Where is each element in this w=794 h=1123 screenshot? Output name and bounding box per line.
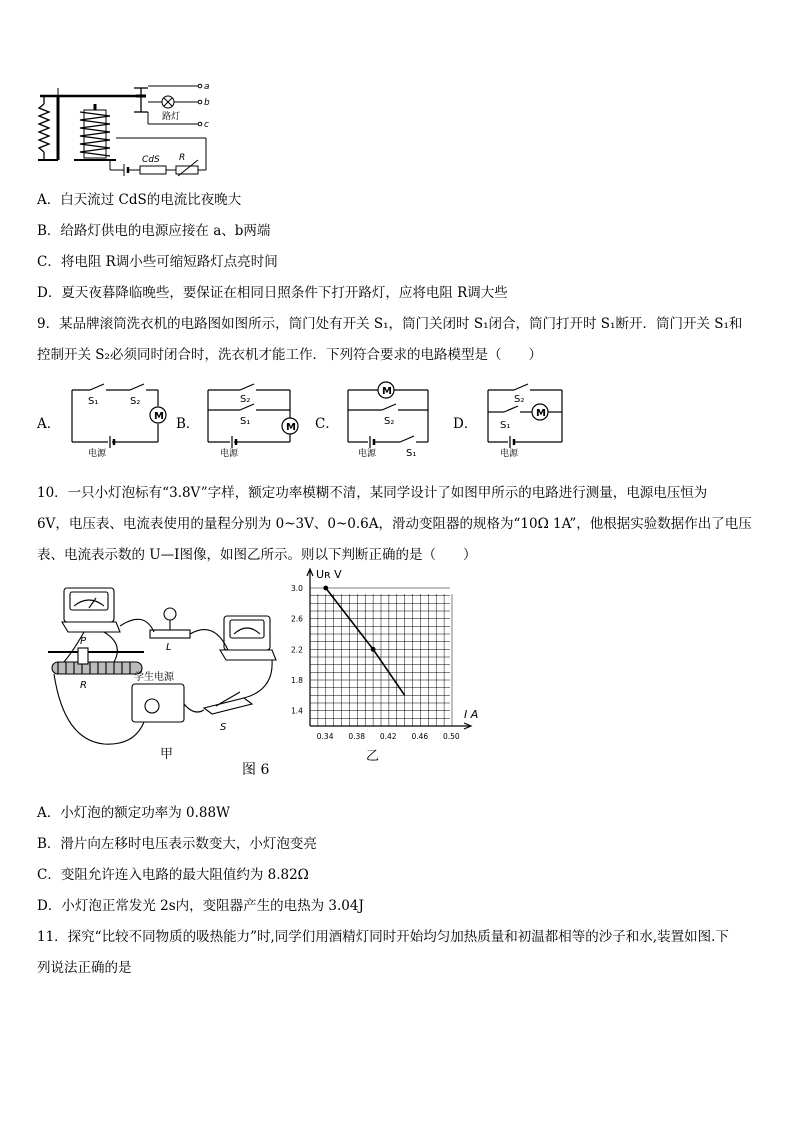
lamp-l-label: L: [166, 642, 172, 653]
source-d: 电源: [500, 449, 519, 458]
cds-label: CdS: [142, 155, 160, 165]
rheostat-r-label: R: [80, 680, 87, 691]
resistor-r-label: R: [179, 153, 186, 163]
y-tick-label: 2.2: [291, 645, 303, 655]
terminal-c-label: c: [204, 120, 209, 130]
source-c: 电源: [358, 449, 377, 458]
apparatus-figure-jia: [44, 580, 284, 770]
circuit-a: [68, 378, 178, 458]
x-tick-label: 0.50: [443, 732, 460, 741]
switch-s2-a: S₂: [130, 396, 141, 407]
y-tick-label: 1.4: [291, 706, 303, 716]
switch-s1-b: S₁: [240, 416, 251, 427]
circuit-d: [484, 378, 568, 458]
y-axis-label: Uʀ V: [316, 568, 342, 581]
switch-s1-a: S₁: [88, 396, 99, 407]
q10-stem-line1: 10．一只小灯泡标有“3.8V”字样，额定功率模糊不清，某同学设计了如图甲所示的电路进行测量，电源电压恒为: [37, 485, 708, 501]
x-tick-label: 0.46: [411, 732, 429, 741]
q8-option-a: A．白天流过 CdS的电流比夜晚大: [37, 192, 242, 208]
q9-option-b-label: B．: [176, 416, 200, 432]
x-tick-label: 0.42: [379, 732, 397, 741]
switch-s2-c: S₂: [384, 416, 395, 427]
x-tick-label: 0.34: [316, 732, 334, 741]
circuit-b: [204, 378, 312, 458]
q9-option-a-label: A．: [37, 416, 61, 432]
switch-s1-d: S₁: [500, 420, 511, 431]
motor-m-b: M: [286, 422, 296, 433]
terminal-a-label: a: [204, 82, 210, 92]
motor-m-c: M: [382, 386, 392, 397]
figure-yi-label: 乙: [366, 749, 380, 764]
q9-stem-line1: 9．某品牌滚筒洗衣机的电路图如图所示，筒门处有开关 S₁，筒门关闭时 S₁闭合，筒门打开时 S₁断开．筒门开关 S₁和: [37, 316, 743, 332]
q10-option-b: B．滑片向左移时电压表示数变大，小灯泡变亮: [37, 836, 317, 852]
terminal-b-label: b: [204, 98, 210, 108]
q8-option-b: B．给路灯供电的电源应接在 a、b两端: [37, 223, 271, 239]
switch-s2-b: S₂: [240, 394, 251, 405]
source-a: 电源: [88, 449, 107, 458]
q10-stem-line2: 6V，电压表、电流表使用的量程分别为 0~3V、0~0.6A，滑动变阻器的规格为“10Ω 1A”，他根据实验数据作出了电压: [37, 516, 752, 532]
street-lamp-label: 路灯: [162, 112, 181, 122]
slider-p-label: P: [80, 636, 87, 647]
switch-s-label: S: [220, 722, 227, 733]
x-axis-label: I A: [464, 708, 479, 721]
motor-m-d: M: [536, 408, 546, 419]
q8-option-d: D．夏天夜暮降临晚些，要保证在相同日照条件下打开路灯，应将电阻 R调大些: [37, 285, 508, 301]
data-point: [371, 647, 376, 652]
q10-option-a: A．小灯泡的额定功率为 0.88W: [37, 805, 230, 821]
ui-chart-yi: [290, 566, 490, 770]
q11-stem-line2: 列说法正确的是: [37, 960, 132, 976]
q9-option-d-label: D．: [453, 416, 478, 432]
motor-m-a: M: [154, 411, 164, 422]
data-point: [323, 586, 328, 591]
q9-option-c-label: C．: [315, 416, 339, 432]
switch-s1-c: S₁: [406, 448, 417, 458]
q10-option-c: C．变阻允许连入电路的最大阻值约为 8.82Ω: [37, 867, 309, 883]
student-power-label: 学生电源: [134, 672, 174, 683]
source-b: 电源: [220, 449, 239, 458]
q8-option-c: C．将电阻 R调小些可缩短路灯点亮时间: [37, 254, 278, 270]
q11-stem-line1: 11．探究“比较不同物质的吸热能力”时,同学们用酒精灯同时开始均匀加热质量和初温都相等的沙子和水,装置如图.下: [37, 929, 729, 945]
q10-stem-line3: 表、电流表示数的 U—I图像，如图乙所示。则以下判断正确的是（ ）: [37, 547, 477, 563]
circuit-c: [344, 378, 434, 458]
switch-s2-d: S₂: [514, 394, 525, 405]
x-tick-label: 0.38: [348, 732, 366, 741]
y-tick-label: 3.0: [291, 584, 303, 593]
y-tick-label: 1.8: [291, 676, 303, 685]
relay-circuit-figure: [36, 76, 216, 184]
figure-caption: 图 6: [242, 762, 270, 778]
y-tick-label: 2.6: [291, 614, 303, 624]
q10-option-d: D．小灯泡正常发光 2s内，变阻器产生的电热为 3.04J: [37, 898, 364, 914]
figure-jia-label: 甲: [160, 747, 174, 762]
q9-stem-line2: 控制开关 S₂必须同时闭合时，洗衣机才能工作．下列符合要求的电路模型是（ ）: [37, 347, 542, 363]
